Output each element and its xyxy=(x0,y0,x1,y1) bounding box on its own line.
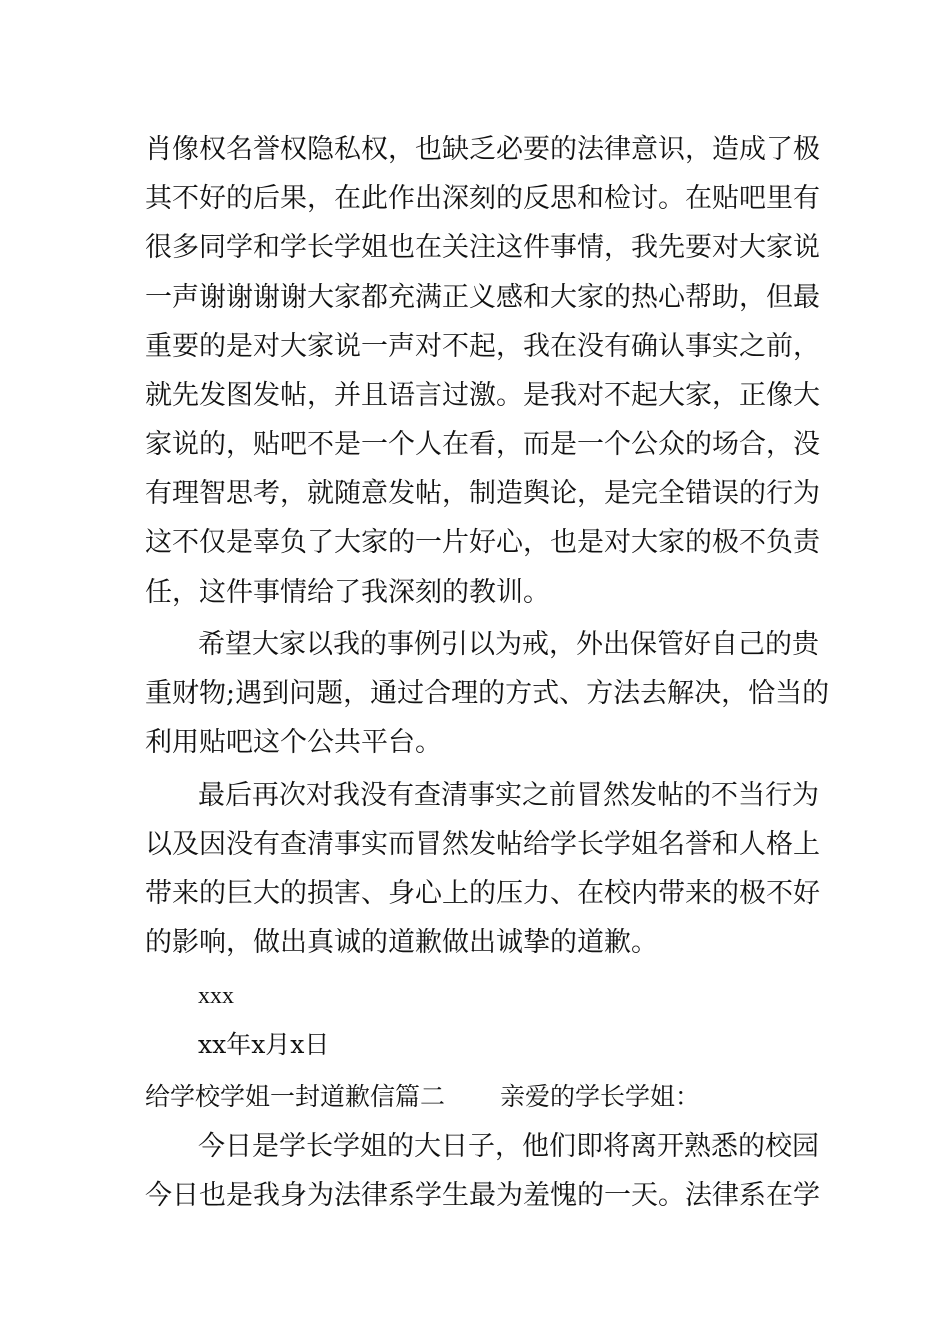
paragraph-line: 重财物;遇到问题，通过合理的方式、方法去解决，恰当的 xyxy=(145,678,830,709)
salutation: 亲爱的学长学姐： xyxy=(500,1082,701,1111)
paragraph-line: 今日是学长学姐的大日子，他们即将离开熟悉的校园 xyxy=(198,1131,819,1162)
paragraph-line: 希望大家以我的事例引以为戒，外出保管好自己的贵 xyxy=(198,629,819,660)
section-heading: 给学校学姐一封道歉信篇二 xyxy=(145,1082,446,1111)
paragraph-line: 任，这件事情给了我深刻的教训。 xyxy=(145,577,550,608)
paragraph-line: 今日也是我身为法律系学生最为羞愧的一天。法律系在学 xyxy=(145,1180,820,1211)
paragraph-line: 其不好的后果，在此作出深刻的反思和检讨。在贴吧里有 xyxy=(145,183,820,214)
paragraph-line: 就先发图发帖，并且语言过激。是我对不起大家，正像大 xyxy=(145,380,820,411)
paragraph-line: 肖像权名誉权隐私权，也缺乏必要的法律意识，造成了极 xyxy=(145,134,820,165)
paragraph-line: 家说的，贴吧不是一个人在看，而是一个公众的场合，没 xyxy=(145,429,820,460)
paragraph-line: 一声谢谢谢谢大家都充满正义感和大家的热心帮助，但最 xyxy=(145,282,820,313)
paragraph-line: 带来的巨大的损害、身心上的压力、在校内带来的极不好 xyxy=(145,878,820,909)
date: xx年x月x日 xyxy=(198,1030,330,1059)
paragraph-line: 最后再次对我没有查清事实之前冒然发帖的不当行为 xyxy=(198,780,819,811)
paragraph-line: 有理智思考，就随意发帖，制造舆论，是完全错误的行为 xyxy=(145,478,820,509)
paragraph-line: 利用贴吧这个公共平台。 xyxy=(145,727,442,758)
signature: xxx xyxy=(198,983,234,1009)
paragraph-line: 这不仅是辜负了大家的一片好心，也是对大家的极不负责 xyxy=(145,527,820,558)
paragraph-line: 的影响，做出真诚的道歉做出诚挚的道歉。 xyxy=(145,927,658,958)
paragraph-line: 重要的是对大家说一声对不起，我在没有确认事实之前， xyxy=(145,331,820,362)
paragraph-line: 很多同学和学长学姐也在关注这件事情，我先要对大家说 xyxy=(145,232,820,263)
paragraph-line: 以及因没有查清事实而冒然发帖给学长学姐名誉和人格上 xyxy=(145,829,820,860)
